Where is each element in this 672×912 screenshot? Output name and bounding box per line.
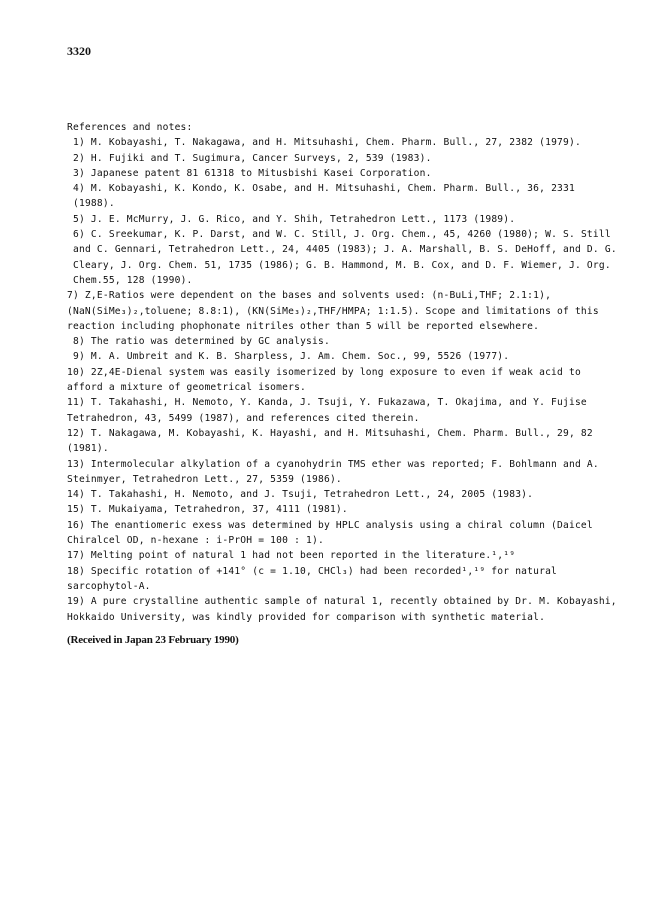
reference-16: 16) The enantiomeric exess was determined by HPLC analysis using a chiral column (Daicel Chiralcel OD, n-hexane : i-PrOH = 100 : 1). [67,519,593,547]
received-date-line: (Received in Japan 23 February 1990) [67,633,239,646]
reference-1: 1) M. Kobayashi, T. Nakagawa, and H. Mitsuhashi, Chem. Pharm. Bull., 27, 2382 (1979). [73,137,581,149]
reference-18: 18) Specific rotation of +141° (c = 1.10, CHCl₃) had been recorded¹,¹⁹ for natural sarcophytol-A. [67,565,558,592]
reference-12: 12) T. Nakagawa, M. Kobayashi, K. Hayashi, and H. Mitsuhashi, Chem. Pharm. Bull., 29, 82 (1981). [67,427,593,455]
references-heading: References and notes: [67,122,193,133]
reference-7: 7) Z,E-Ratios were dependent on the bases and solvents used: (n-BuLi,THF; 2.1:1), (NaN(SiMe₃)₂,toluene; 8.8:1), (KN(SiMe₃)₂,THF/HMPA; 1:1.5). Scope and limitations of this reaction including phophonate nitriles other than 5 will be reported elsewhere. [67,290,599,332]
reference-6: 6) C. Sreekumar, K. P. Darst, and W. C. Still, J. Org. Chem., 45, 4260 (1980); W. S. Still and C. Gennari, Tetrahedron Lett., 24, 4405 (1983); J. A. Marshall, B. S. DeHoff, and D. G. Cleary, J. Org. Chem. 51, 1735 (1986); G. B. Hammond, M. B. Cox, and D. F. Wiemer, J. Org. Chem.55, 128 (1990). [73,229,617,286]
references-section [67,120,619,648]
reference-9: 9) M. A. Umbreit and K. B. Sharpless, J. Am. Chem. Soc., 99, 5526 (1977). [73,351,510,363]
reference-2: 2) H. Fujiki and T. Sugimura, Cancer Surveys, 2, 539 (1983). [73,152,432,164]
reference-8: 8) The ratio was determined by GC analysis. [73,336,330,348]
reference-4: 4) M. Kobayashi, K. Kondo, K. Osabe, and H. Mitsuhashi, Chem. Pharm. Bull., 36, 2331 (1988). [73,183,575,210]
reference-10: 10) 2Z,4E-Dienal system was easily isomerized by long exposure to even if weak acid to afford a mixture of geometrical isomers. [67,366,581,394]
reference-11: 11) T. Takahashi, H. Nemoto, Y. Kanda, J. Tsuji, Y. Fukazawa, T. Okajima, and Y. Fujise Tetrahedron, 43, 5499 (1987), and references cited therein. [67,397,587,424]
reference-15: 15) T. Mukaiyama, Tetrahedron, 37, 4111 (1981). [67,504,348,516]
reference-19: 19) A pure crystalline authentic sample of natural 1, recently obtained by Dr. M. Kobayashi, Hokkaido University, was kindly provided for comparison with synthetic material. [67,596,617,623]
reference-3: 3) Japanese patent 81 61318 to Mitusbishi Kasei Corporation. [73,167,432,179]
page-number: 3320 [67,44,91,58]
reference-17: 17) Melting point of natural 1 had not been reported in the literature.¹,¹⁹ [67,550,516,562]
reference-13: 13) Intermolecular alkylation of a cyanohydrin TMS ether was reported; F. Bohlmann and A. Steinmyer, Tetrahedron Lett., 27, 5359 (1986). [67,458,599,485]
reference-5: 5) J. E. McMurry, J. G. Rico, and Y. Shih, Tetrahedron Lett., 1173 (1989). [73,213,516,225]
reference-14: 14) T. Takahashi, H. Nemoto, and J. Tsuji, Tetrahedron Lett., 24, 2005 (1983). [67,489,534,501]
references-list [67,135,619,625]
